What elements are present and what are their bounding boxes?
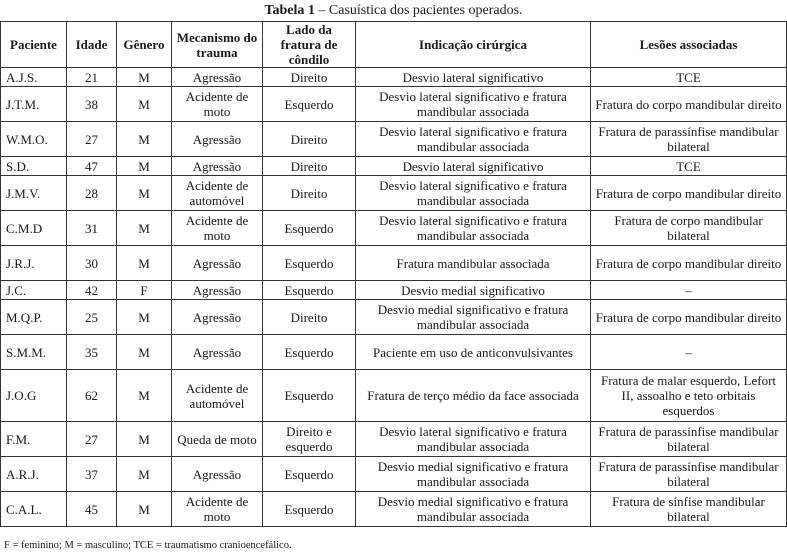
cell-mecanismo: Acidente de moto bbox=[172, 492, 263, 527]
cell-lesoes: – bbox=[591, 335, 787, 370]
table-row bbox=[1, 422, 787, 457]
cell-genero: M bbox=[117, 422, 172, 457]
header-indicacao: Indicação cirúrgica bbox=[356, 22, 591, 68]
cell-lado: Direito bbox=[263, 157, 356, 176]
cell-lado: Direito bbox=[263, 176, 356, 211]
cell-lado: Esquerdo bbox=[263, 211, 356, 246]
cell-genero: M bbox=[117, 457, 172, 492]
cell-lesoes: TCE bbox=[591, 68, 787, 87]
cell-lesoes: – bbox=[591, 281, 787, 300]
cell-idade: 38 bbox=[67, 87, 117, 122]
table-row bbox=[1, 211, 787, 246]
cell-genero: M bbox=[117, 246, 172, 281]
cell-paciente: W.M.O. bbox=[1, 122, 67, 157]
cell-paciente: C.A.L. bbox=[1, 492, 67, 527]
cell-lado: Direito bbox=[263, 68, 356, 87]
header-row bbox=[1, 22, 787, 68]
cell-idade: 27 bbox=[67, 422, 117, 457]
cell-mecanismo: Acidente de automóvel bbox=[172, 176, 263, 211]
cell-idade: 30 bbox=[67, 246, 117, 281]
cell-lesoes: Fratura de corpo mandibular direito bbox=[591, 246, 787, 281]
cell-lesoes: Fratura de corpo mandibular direito bbox=[591, 300, 787, 335]
cell-mecanismo: Agressão bbox=[172, 300, 263, 335]
cell-genero: M bbox=[117, 335, 172, 370]
cell-lesoes: Fratura de corpo mandibular direito bbox=[591, 176, 787, 211]
cell-paciente: J.M.V. bbox=[1, 176, 67, 211]
cell-lesoes: Fratura de sínfise mandibular bilateral bbox=[591, 492, 787, 527]
cell-lado: Esquerdo bbox=[263, 492, 356, 527]
cell-lado: Esquerdo bbox=[263, 457, 356, 492]
cell-indicacao: Desvio medial significativo e fratura mandibular associada bbox=[356, 492, 591, 527]
cell-paciente: J.O.G bbox=[1, 370, 67, 422]
table-caption bbox=[0, 0, 787, 21]
cell-mecanismo: Acidente de automóvel bbox=[172, 370, 263, 422]
cell-lado: Direito bbox=[263, 300, 356, 335]
cell-indicacao: Desvio lateral significativo bbox=[356, 157, 591, 176]
cell-lado: Esquerdo bbox=[263, 87, 356, 122]
cell-genero: M bbox=[117, 176, 172, 211]
patients-table bbox=[0, 21, 787, 527]
cell-genero: M bbox=[117, 492, 172, 527]
cell-genero: M bbox=[117, 211, 172, 246]
table-footnote: F = feminino; M = masculino; TCE = traumatismo cranioencefálico. bbox=[4, 540, 292, 551]
cell-mecanismo: Agressão bbox=[172, 335, 263, 370]
cell-mecanismo: Agressão bbox=[172, 122, 263, 157]
cell-paciente: A.R.J. bbox=[1, 457, 67, 492]
cell-mecanismo: Agressão bbox=[172, 281, 263, 300]
cell-paciente: J.C. bbox=[1, 281, 67, 300]
table-row bbox=[1, 281, 787, 300]
cell-indicacao: Desvio lateral significativo e fratura mandibular associada bbox=[356, 87, 591, 122]
cell-lado: Esquerdo bbox=[263, 370, 356, 422]
cell-idade: 21 bbox=[67, 68, 117, 87]
cell-indicacao: Desvio lateral significativo e fratura mandibular associada bbox=[356, 122, 591, 157]
cell-lesoes: Fratura do corpo mandibular direito bbox=[591, 87, 787, 122]
cell-mecanismo: Agressão bbox=[172, 157, 263, 176]
cell-idade: 31 bbox=[67, 211, 117, 246]
cell-lesoes: TCE bbox=[591, 157, 787, 176]
header-lado: Lado da fratura de côndilo bbox=[263, 22, 356, 68]
cell-indicacao: Desvio lateral significativo e fratura mandibular associada bbox=[356, 422, 591, 457]
table-row bbox=[1, 176, 787, 211]
cell-mecanismo: Agressão bbox=[172, 246, 263, 281]
table-row bbox=[1, 246, 787, 281]
cell-lado: Esquerdo bbox=[263, 246, 356, 281]
cell-mecanismo: Acidente de moto bbox=[172, 211, 263, 246]
table-row bbox=[1, 87, 787, 122]
cell-indicacao: Desvio lateral significativo bbox=[356, 68, 591, 87]
header-paciente: Paciente bbox=[1, 22, 67, 68]
table-caption-text: – Casuística dos pacientes operados. bbox=[314, 3, 523, 18]
cell-mecanismo: Agressão bbox=[172, 68, 263, 87]
table-row bbox=[1, 492, 787, 527]
table-row bbox=[1, 300, 787, 335]
table-row bbox=[1, 457, 787, 492]
cell-genero: F bbox=[117, 281, 172, 300]
cell-indicacao: Fratura de terço médio da face associada bbox=[356, 370, 591, 422]
cell-paciente: M.Q.P. bbox=[1, 300, 67, 335]
table-row bbox=[1, 68, 787, 87]
cell-paciente: A.J.S. bbox=[1, 68, 67, 87]
cell-idade: 27 bbox=[67, 122, 117, 157]
cell-genero: M bbox=[117, 87, 172, 122]
cell-lado: Direito bbox=[263, 122, 356, 157]
cell-lesoes: Fratura de malar esquerdo, Lefort II, assoalho e teto orbitais esquerdos bbox=[591, 370, 787, 422]
header-idade: Idade bbox=[67, 22, 117, 68]
cell-mecanismo: Acidente de moto bbox=[172, 87, 263, 122]
cell-idade: 25 bbox=[67, 300, 117, 335]
cell-idade: 42 bbox=[67, 281, 117, 300]
table-row bbox=[1, 335, 787, 370]
cell-idade: 28 bbox=[67, 176, 117, 211]
cell-genero: M bbox=[117, 68, 172, 87]
cell-idade: 45 bbox=[67, 492, 117, 527]
cell-genero: M bbox=[117, 370, 172, 422]
cell-mecanismo: Agressão bbox=[172, 457, 263, 492]
table-caption-label: Tabela 1 bbox=[264, 3, 315, 18]
cell-indicacao: Desvio medial significativo e fratura mandibular associada bbox=[356, 457, 591, 492]
table-row bbox=[1, 122, 787, 157]
cell-indicacao: Desvio medial significativo e fratura mandibular associada bbox=[356, 300, 591, 335]
cell-genero: M bbox=[117, 157, 172, 176]
cell-paciente: C.M.D bbox=[1, 211, 67, 246]
cell-paciente: S.M.M. bbox=[1, 335, 67, 370]
cell-indicacao: Fratura mandibular associada bbox=[356, 246, 591, 281]
table-row bbox=[1, 157, 787, 176]
cell-lesoes: Fratura de corpo mandibular bilateral bbox=[591, 211, 787, 246]
cell-lesoes: Fratura de parassínfise mandibular bilateral bbox=[591, 422, 787, 457]
cell-idade: 37 bbox=[67, 457, 117, 492]
cell-paciente: F.M. bbox=[1, 422, 67, 457]
cell-indicacao: Desvio lateral significativo e fratura mandibular associada bbox=[356, 176, 591, 211]
cell-indicacao: Paciente em uso de anticonvulsivantes bbox=[356, 335, 591, 370]
cell-idade: 35 bbox=[67, 335, 117, 370]
cell-paciente: J.T.M. bbox=[1, 87, 67, 122]
header-genero: Gênero bbox=[117, 22, 172, 68]
cell-idade: 47 bbox=[67, 157, 117, 176]
cell-paciente: J.R.J. bbox=[1, 246, 67, 281]
table-row bbox=[1, 370, 787, 422]
cell-lesoes: Fratura de parassínfise mandibular bilateral bbox=[591, 122, 787, 157]
cell-genero: M bbox=[117, 300, 172, 335]
cell-indicacao: Desvio medial significativo bbox=[356, 281, 591, 300]
header-mecanismo: Mecanismo do trauma bbox=[172, 22, 263, 68]
cell-paciente: S.D. bbox=[1, 157, 67, 176]
cell-genero: M bbox=[117, 122, 172, 157]
header-lesoes: Lesões associadas bbox=[591, 22, 787, 68]
cell-lado: Esquerdo bbox=[263, 281, 356, 300]
cell-mecanismo: Queda de moto bbox=[172, 422, 263, 457]
cell-lesoes: Fratura de parassínfise mandibular bilateral bbox=[591, 457, 787, 492]
cell-lado: Esquerdo bbox=[263, 335, 356, 370]
cell-lado: Direito e esquerdo bbox=[263, 422, 356, 457]
cell-idade: 62 bbox=[67, 370, 117, 422]
cell-indicacao: Desvio lateral significativo e fratura mandibular associada bbox=[356, 211, 591, 246]
